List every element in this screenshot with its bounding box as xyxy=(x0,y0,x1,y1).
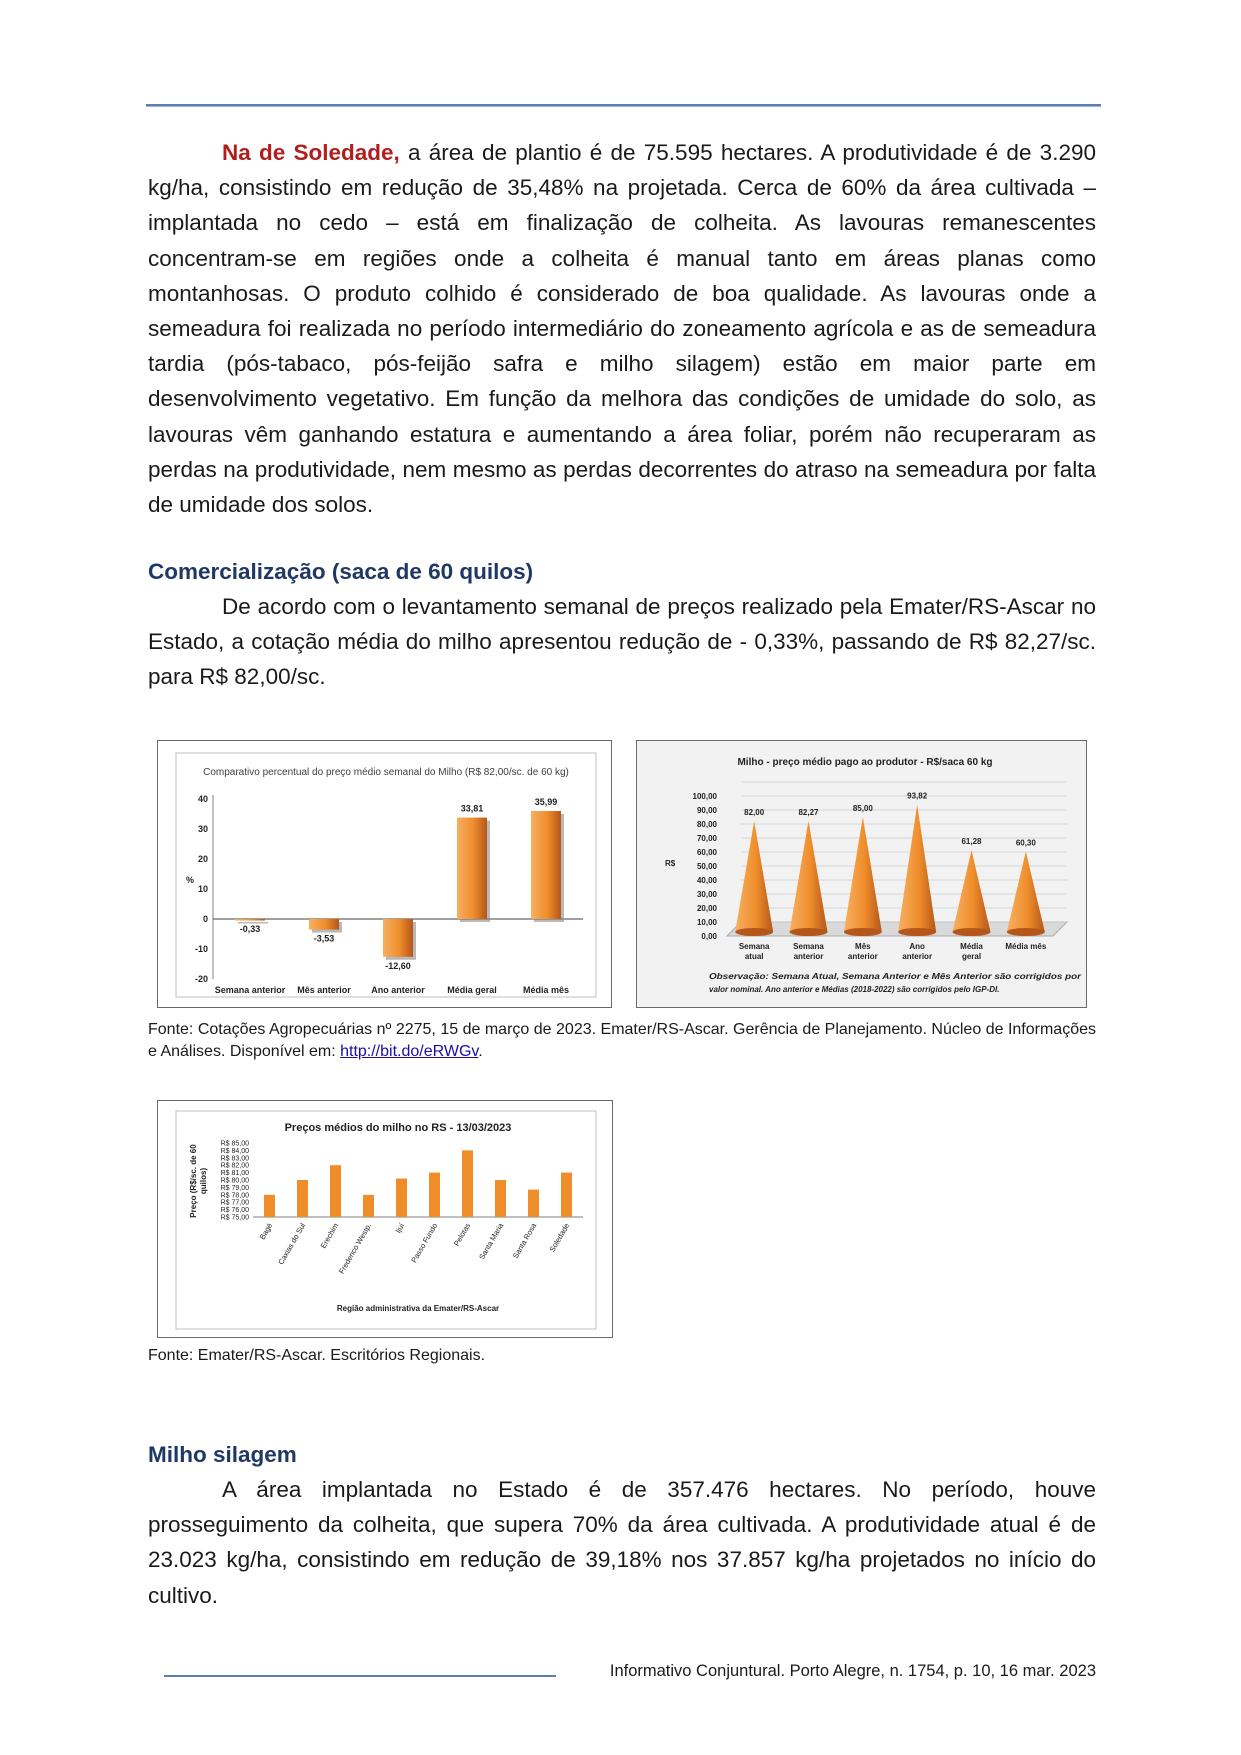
bar xyxy=(561,1173,572,1217)
x-tick-label: Pelotas xyxy=(451,1221,473,1248)
x-tick-label: Média mês xyxy=(1005,942,1047,951)
x-tick-label: Média xyxy=(960,942,983,951)
bar xyxy=(462,1150,473,1217)
source-escritorios: Fonte: Emater/RS-Ascar. Escritórios Regionais. xyxy=(148,1347,486,1364)
chart-regioes-svg xyxy=(158,1101,614,1339)
chart-note-line1: Observação: Semana Atual, Semana Anterior e Mês Anterior são corrigidos por xyxy=(709,972,1083,981)
source-end: . xyxy=(478,1043,483,1060)
cone-base xyxy=(790,928,828,936)
y-axis-label: % xyxy=(186,875,195,885)
data-label: 82,00 xyxy=(744,808,765,818)
data-label: 35,99 xyxy=(534,797,558,808)
bar xyxy=(531,811,561,919)
y-tick-label: -10 xyxy=(194,944,208,954)
x-tick-label: Caxias do Sul xyxy=(276,1221,308,1267)
x-tick-label: Semana xyxy=(793,942,824,951)
x-axis-label: Região administrativa da Emater/RS-Ascar xyxy=(336,1304,500,1313)
x-tick-label: Semana anterior xyxy=(214,985,286,995)
x-tick-label: geral xyxy=(961,952,982,961)
bar xyxy=(309,919,339,930)
section-text: De acordo com o levantamento semanal de preços realizado pela Emater/RS-Ascar no Estado, a cotação média do milho apresentou redução de - 0,33%, passando de R$ 82,27/sc. para R$ 82,00/sc. xyxy=(148,594,1096,690)
x-tick-label: Semana xyxy=(738,942,770,951)
y-tick-label: R$ 84,00 xyxy=(220,1147,249,1155)
chart-preco-medio-svg xyxy=(637,741,1088,1009)
chart-regioes xyxy=(157,1100,613,1338)
y-tick-label: 90,00 xyxy=(696,806,717,815)
bar xyxy=(457,818,487,919)
bar xyxy=(264,1195,275,1217)
y-tick-label: R$ 82,00 xyxy=(220,1162,249,1170)
y-tick-label: R$ 80,00 xyxy=(220,1177,249,1185)
x-tick-label: Ijuí xyxy=(393,1221,407,1235)
y-tick-label: R$ 85,00 xyxy=(220,1140,249,1148)
y-axis-label: R$ xyxy=(665,859,676,868)
source-cotacoes xyxy=(148,1019,1096,1063)
data-label: -12,60 xyxy=(385,960,411,971)
lead-text: Na de Soledade, xyxy=(222,140,400,165)
data-label: -3,53 xyxy=(313,933,335,944)
data-label: 82,27 xyxy=(798,807,819,817)
y-axis-label: Preço (R$/sc. de 60quilos) xyxy=(189,1144,208,1218)
bar xyxy=(297,1180,308,1217)
x-tick-label: Santa Rosa xyxy=(510,1221,539,1260)
chart-title: Comparativo percentual do preço médio semanal do Milho (R$ 82,00/sc. de 60 kg) xyxy=(203,767,569,778)
source-link[interactable]: http://bit.do/eRWGv xyxy=(340,1043,479,1060)
y-tick-label: 30,00 xyxy=(696,890,717,899)
data-label: 33,81 xyxy=(460,803,484,814)
section-text: A área implantada no Estado é de 357.476 hectares. No período, houve prosseguimento da colheita, que supera 70% da área cultivada. A produtividade atual é de 23.023 kg/ha, consistindo em redução de 39,18% nos 37.857 kg/ha projetados no início do cultivo. xyxy=(148,1477,1096,1608)
data-label: 60,30 xyxy=(1015,838,1036,848)
section-heading: Milho silagem xyxy=(148,1442,297,1467)
x-tick-label: Mês anterior xyxy=(297,985,351,995)
bar xyxy=(396,1179,407,1217)
y-tick-label: 10 xyxy=(197,884,208,894)
cone xyxy=(1007,852,1045,932)
x-tick-label: Bagé xyxy=(257,1221,275,1242)
bar xyxy=(495,1180,506,1217)
cone xyxy=(953,850,991,932)
x-tick-label: Passo Fundo xyxy=(409,1221,440,1265)
y-tick-label: 0 xyxy=(202,914,208,924)
paragraph-soledade xyxy=(148,135,1096,522)
chart-preco-medio xyxy=(636,740,1087,1008)
data-label: 93,82 xyxy=(907,791,928,801)
x-tick-label: anterior xyxy=(847,952,878,961)
y-tick-label: R$ 78,00 xyxy=(220,1192,249,1200)
bar xyxy=(363,1195,374,1217)
y-tick-label: 60,00 xyxy=(696,848,717,857)
source-text: Fonte: Cotações Agropecuárias nº 2275, 15 de março de 2023. Emater/RS-Ascar. Gerência de Planejamento. Núcleo de Informações e Análises. Disponível em: xyxy=(148,1021,1096,1060)
x-tick-label: Média geral xyxy=(447,985,497,995)
chart-note-line2: valor nominal. Ano anterior e Médias (2018-2022) são corrigidos pelo IGP-DI. xyxy=(709,985,1000,994)
cone-base xyxy=(1007,928,1045,936)
y-tick-label: 80,00 xyxy=(696,820,717,829)
y-tick-label: R$ 76,00 xyxy=(220,1207,249,1215)
bar xyxy=(235,919,265,921)
footer-citation: Informativo Conjuntural. Porto Alegre, n. 1754, p. 10, 16 mar. 2023 xyxy=(609,1662,1096,1680)
y-tick-label: -20 xyxy=(194,974,208,984)
x-tick-label: Ano xyxy=(909,942,925,951)
body-text: a área de plantio é de 75.595 hectares. A produtividade é de 3.290 kg/ha, consistindo em redução de 35,48% na projetada. Cerca de 60% da área cultivada – implantada no cedo – está em finalização de colheita. As lavouras remanescentes concentram-se em regiões onde a colheita é manual tanto em áreas planas como montanhosas. O produto colhido é considerado de boa qualidade. As lavouras onde a semeadura foi realizada no período intermediário do zoneamento agrícola e as de semeadura tardia (pós-tabaco, pós-feijão safra e milho silagem) estão em maior parte em desenvolvimento vegetativo. Em função da melhora das condições de umidade do solo, as lavouras vêm ganhando estatura e aumentando a área foliar, porém não recuperaram as perdas na produtividade, nem mesmo as perdas decorrentes do atraso na semeadura por falta de umidade dos solos. xyxy=(148,140,1096,518)
cone-base xyxy=(898,928,936,936)
y-tick-label: 30 xyxy=(197,824,208,834)
y-tick-label: R$ 79,00 xyxy=(220,1184,249,1192)
x-tick-label: anterior xyxy=(902,952,933,961)
chart-percentual-svg xyxy=(158,741,613,1009)
chart-title: Milho - preço médio pago ao produtor - R$/saca 60 kg xyxy=(737,757,993,768)
bar xyxy=(383,919,413,957)
bar xyxy=(528,1190,539,1217)
cone xyxy=(790,821,828,932)
y-tick-label: 20 xyxy=(197,854,208,864)
bar xyxy=(429,1173,440,1217)
data-label: 61,28 xyxy=(961,837,982,847)
bar xyxy=(330,1165,341,1217)
y-tick-label: 40 xyxy=(197,794,208,804)
chart-title: Preços médios do milho no RS - 13/03/2023 xyxy=(284,1122,512,1134)
top-rule xyxy=(146,104,1101,107)
section-comercializacao xyxy=(148,557,1096,695)
y-tick-label: 50,00 xyxy=(696,862,717,871)
cone-base xyxy=(953,928,991,936)
cone-base xyxy=(735,928,773,936)
y-tick-label: 0,00 xyxy=(701,932,717,941)
y-tick-label: R$ 81,00 xyxy=(220,1170,249,1178)
x-tick-label: Mês xyxy=(855,942,871,951)
y-tick-label: R$ 83,00 xyxy=(220,1155,249,1163)
paragraph-text xyxy=(148,135,1096,522)
x-tick-label: Santa Maria xyxy=(477,1221,506,1262)
section-milho-silagem xyxy=(148,1440,1096,1613)
cone-base xyxy=(844,928,882,936)
footer-rule xyxy=(164,1675,556,1677)
x-tick-label: Soledade xyxy=(547,1221,572,1254)
y-tick-label: R$ 77,00 xyxy=(220,1199,249,1207)
data-label: 85,00 xyxy=(852,804,873,813)
y-tick-label: R$ 75,00 xyxy=(220,1214,249,1222)
x-tick-label: anterior xyxy=(793,952,824,961)
x-tick-label: Frederico Westp. xyxy=(336,1221,374,1276)
x-tick-label: Erechim xyxy=(318,1221,341,1250)
data-label: -0,33 xyxy=(239,923,261,934)
y-tick-label: 100,00 xyxy=(692,792,717,801)
y-tick-label: 40,00 xyxy=(696,876,717,885)
cone xyxy=(844,817,882,932)
y-tick-label: 20,00 xyxy=(696,904,717,913)
y-tick-label: 70,00 xyxy=(696,834,717,843)
x-tick-label: Média mês xyxy=(522,985,570,995)
x-tick-label: Ano anterior xyxy=(371,985,425,995)
chart-percentual xyxy=(157,740,612,1008)
section-heading: Comercialização (saca de 60 quilos) xyxy=(148,559,534,584)
y-tick-label: 10,00 xyxy=(696,918,717,927)
x-tick-label: atual xyxy=(744,952,764,961)
